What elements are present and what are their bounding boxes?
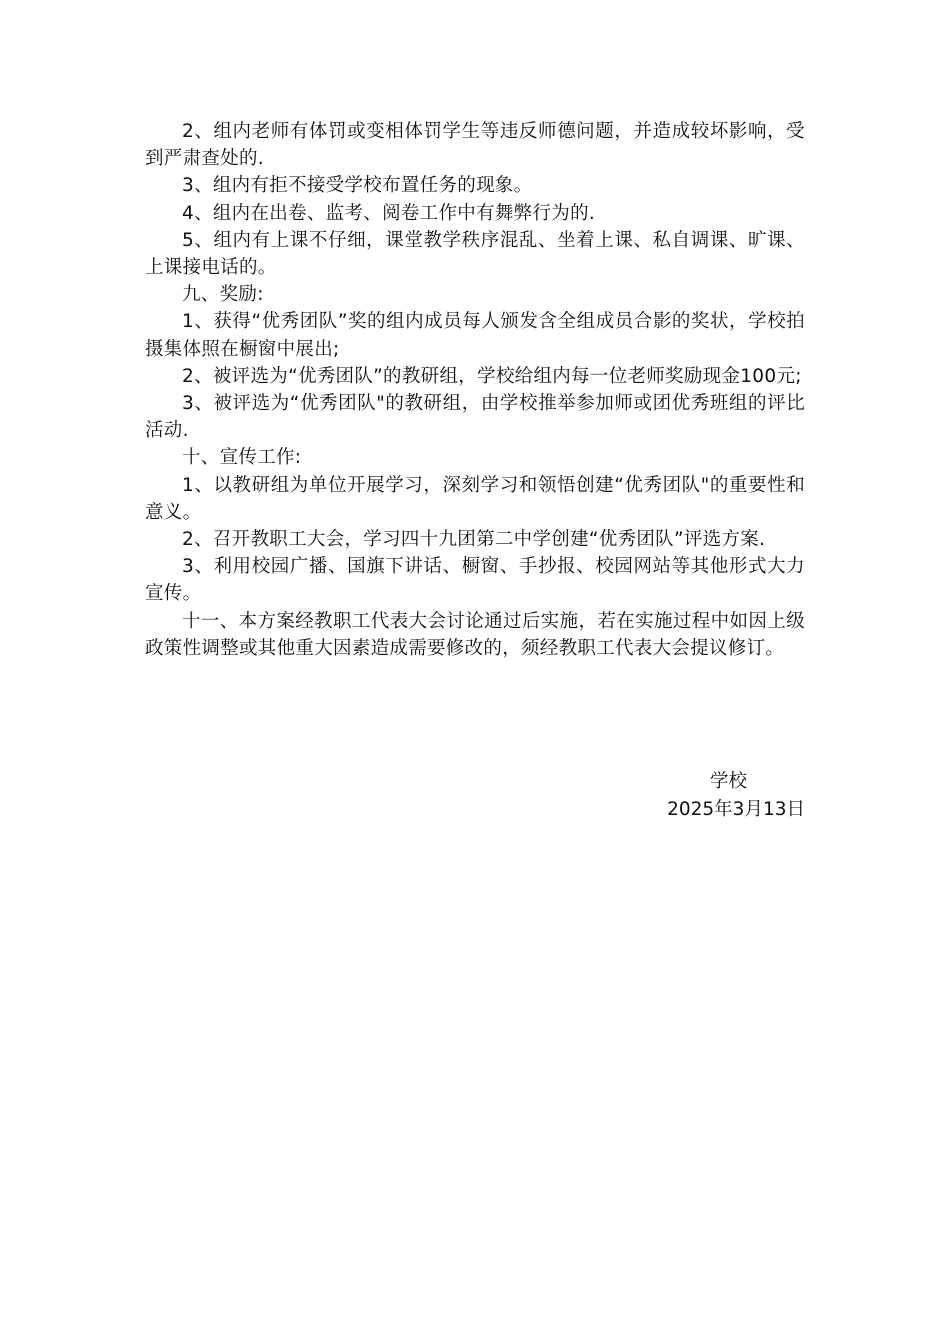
paragraph-item-4: 4、组内在出卷、监考、阅卷工作中有舞弊行为的. bbox=[182, 202, 596, 224]
section-heading-publicity: 十、宣传工作: bbox=[182, 447, 302, 469]
publicity-item-3: 3、利用校园广播、国旗下讲话、橱窗、手抄报、校园网站等其他形式大力宣传。 bbox=[145, 556, 805, 605]
publicity-item-2: 2、召开教职工大会，学习四十九团第二中学创建“优秀团队”评选方案. bbox=[182, 529, 766, 551]
signature-block bbox=[667, 768, 805, 824]
signature-date: 2025年3月13日 bbox=[667, 799, 805, 820]
reward-item-1: 1、获得“优秀团队”奖的组内成员每人颁发含全组成员合影的奖状，学校拍摄集体照在橱窗中展出; bbox=[145, 311, 805, 360]
reward-item-2: 2、被评选为“优秀团队”的教研组，学校给组内每一位老师奖励现金100元; bbox=[182, 365, 802, 387]
paragraph-item-3: 3、组内有拒不接受学校布置任务的现象。 bbox=[182, 175, 533, 197]
paragraph-item-5: 5、组内有上课不仔细，课堂教学秩序混乱、坐着上课、私自调课、旷课、上课接电话的。 bbox=[145, 229, 805, 279]
paragraph-item-2: 2、组内老师有体罚或变相体罚学生等违反师德问题，并造成较坏影响，受到严肃查处的. bbox=[145, 121, 805, 170]
section-heading-rewards: 九、奖励: bbox=[182, 284, 264, 306]
publicity-item-1: 1、以教研组为单位开展学习，深刻学习和领悟创建“优秀团队"的重要性和意义。 bbox=[145, 474, 805, 523]
reward-item-3: 3、被评选为“优秀团队"的教研组，由学校推举参加师或团优秀班组的评比活动. bbox=[145, 393, 805, 442]
section-eleven-paragraph: 十一、本方案经教职工代表大会讨论通过后实施，若在实施过程中如因上级政策性调整或其他重大因素造成需要修改的，须经教职工代表大会提议修订。 bbox=[145, 610, 805, 659]
document-body bbox=[145, 118, 805, 662]
signature-org: 学校 bbox=[709, 771, 747, 792]
